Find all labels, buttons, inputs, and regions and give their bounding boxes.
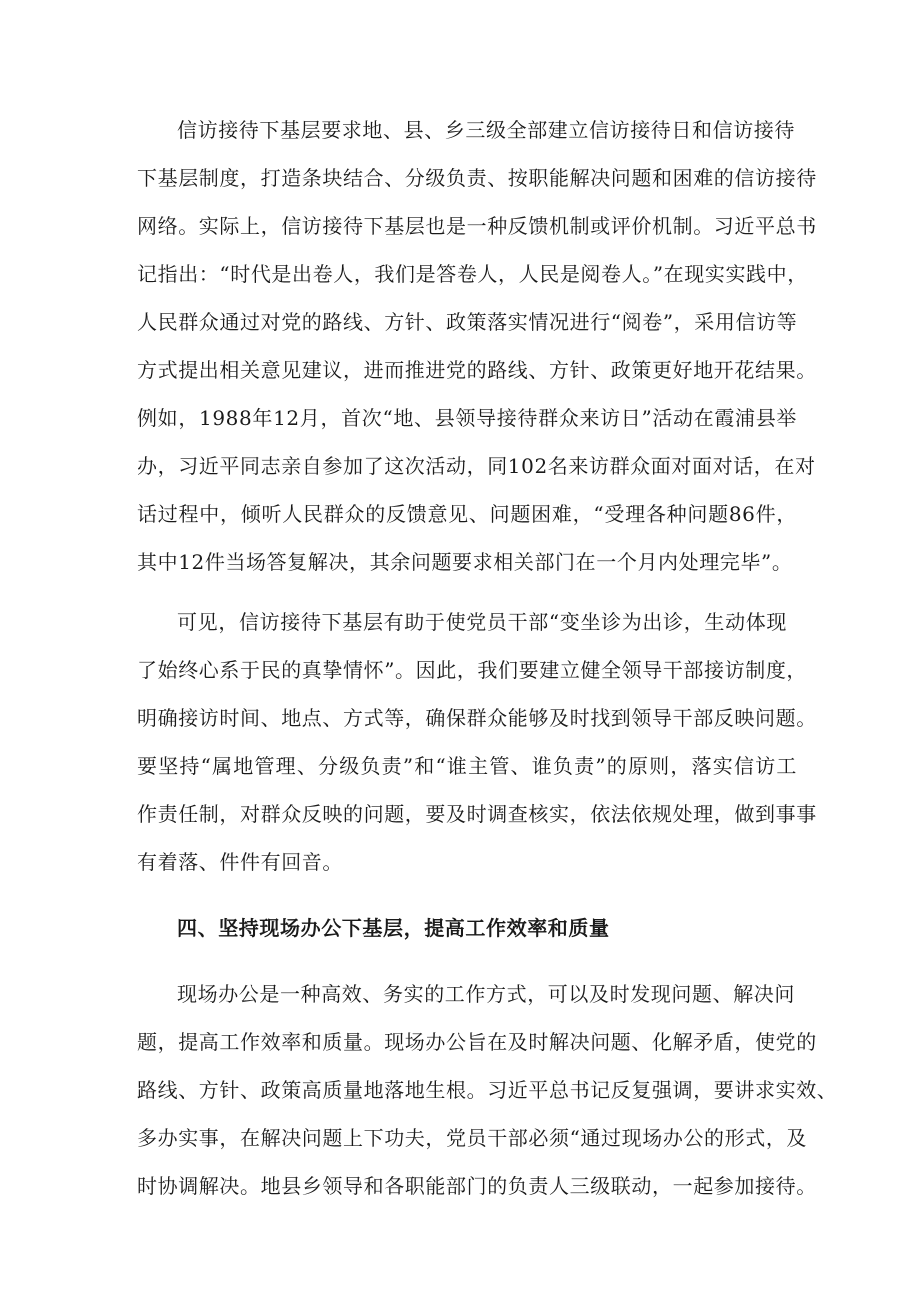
paragraph-1-line-6: 方式提出相关意见建议，进而推进党的路线、方针、政策更好地开花结果。	[137, 358, 817, 382]
section-heading: 四、坚持现场办公下基层，提高工作效率和质量	[177, 916, 610, 940]
paragraph-3-line-3: 路线、方针、政策高质量地落地生根。习近平总书记反复强调，要讲求实效、	[137, 1078, 838, 1102]
paragraph-3-line-4: 多办实事，在解决问题上下功夫，党员干部必须“通过现场办公的形式，及	[137, 1126, 808, 1150]
paragraph-1-line-7: 例如，1988年12月，首次“地、县领导接待群众来访日”活动在霞浦县举	[137, 406, 797, 430]
paragraph-1-line-10: 其中12件当场答复解决，其余问题要求相关部门在一个月内处理完毕”。	[137, 550, 793, 574]
paragraph-2-line-1: 可见，信访接待下基层有助于使党员干部“变坐诊为出诊，生动体现	[177, 610, 787, 634]
paragraph-1-line-4: 记指出：“时代是出卷人，我们是答卷人，人民是阅卷人。”在现实实践中，	[137, 262, 808, 286]
paragraph-1-line-2: 下基层制度，打造条块结合、分级负责、按职能解决问题和困难的信访接待	[137, 166, 817, 190]
paragraph-1-line-1: 信访接待下基层要求地、县、乡三级全部建立信访接待日和信访接待	[177, 118, 795, 142]
paragraph-2-line-2: 了始终心系于民的真挚情怀”。因此，我们要建立健全领导干部接访制度，	[137, 658, 808, 682]
paragraph-2-line-6: 有着落、件件有回音。	[137, 850, 343, 874]
paragraph-1-line-9: 话过程中，倾听人民群众的反馈意见、问题困难，“受理各种问题86件，	[137, 502, 797, 526]
paragraph-2-line-4: 要坚持“属地管理、分级负责”和“谁主管、谁负责”的原则，落实信访工	[137, 754, 797, 778]
paragraph-1-line-3: 网络。实际上，信访接待下基层也是一种反馈机制或评价机制。习近平总书	[137, 214, 817, 238]
paragraph-1-line-8: 办，习近平同志亲自参加了这次活动，同102名来访群众面对面对话，在对	[137, 454, 816, 478]
paragraph-1-line-5: 人民群众通过对党的路线、方针、政策落实情况进行“阅卷”，采用信访等	[137, 310, 798, 334]
paragraph-3-line-2: 题，提高工作效率和质量。现场办公旨在及时解决问题、化解矛盾，使党的	[137, 1030, 817, 1054]
paragraph-2-line-3: 明确接访时间、地点、方式等，确保群众能够及时找到领导干部反映问题。	[137, 706, 817, 730]
paragraph-2-line-5: 作责任制，对群众反映的问题，要及时调查核实，依法依规处理，做到事事	[137, 802, 817, 826]
paragraph-3-line-5: 时协调解决。地县乡领导和各职能部门的负责人三级联动，一起参加接待。	[137, 1174, 817, 1198]
paragraph-3-line-1: 现场办公是一种高效、务实的工作方式，可以及时发现问题、解决问	[177, 982, 795, 1006]
